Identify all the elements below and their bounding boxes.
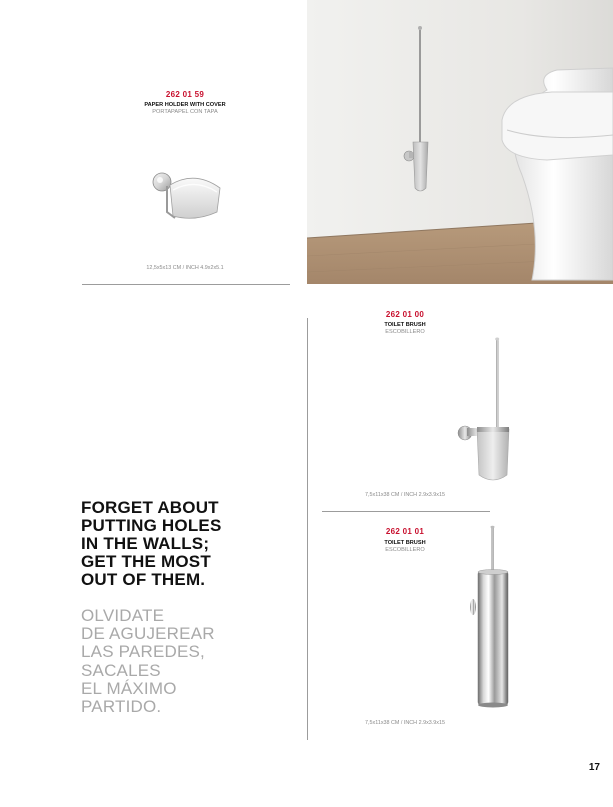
paper-holder-image [145,160,235,235]
divider [322,511,490,512]
headline-en-line: FORGET ABOUT [81,498,219,517]
product-name-en: TOILET BRUSH [384,540,426,546]
headline-es-line: OLVIDATE [81,606,165,625]
headline-en-line: IN THE WALLS; [81,534,210,553]
headline-en-line: GET THE MOST [81,552,211,571]
headline-es-line: PARTIDO. [81,697,162,717]
product-code: 262 01 59 [165,90,205,99]
product-dimensions: 7,5x11x38 CM / INCH 2.9x3.9x15 [365,720,445,726]
divider [82,284,290,285]
page-number: 17 [588,762,600,773]
headline-en-line: PUTTING HOLES [81,516,222,535]
toilet-brush-glass-image [455,335,515,495]
headline-en-line: OUT OF THEM. [81,570,206,589]
product-name-es: ESCOBILLERO [385,329,425,335]
toilet-brush-steel-image [462,525,512,710]
headline-es-line: SACALES [81,660,161,680]
product-code: 262 01 00 [385,310,425,319]
product-code: 262 01 01 [385,527,425,536]
product-dimensions: 12,5x5x13 CM / INCH 4.9x2x5.1 [146,265,224,271]
product-dimensions: 7,5x11x38 CM / INCH 2.9x3.9x15 [365,492,445,498]
product-name-en: TOILET BRUSH [384,322,426,328]
headline-es-line: DE AGUJEREAR [81,624,215,644]
product-name-es: PORTAPAPEL CON TAPA [152,109,218,115]
headline-es [81,607,301,716]
headline-es-line: LAS PAREDES, [81,642,205,662]
vertical-divider [307,318,308,740]
product-name-es: ESCOBILLERO [385,547,425,553]
bathroom-photo [307,0,613,284]
headline-es-line: EL MÁXIMO [81,678,177,698]
headline-en [81,499,301,589]
product-name-en: PAPER HOLDER WITH COVER [144,102,226,108]
